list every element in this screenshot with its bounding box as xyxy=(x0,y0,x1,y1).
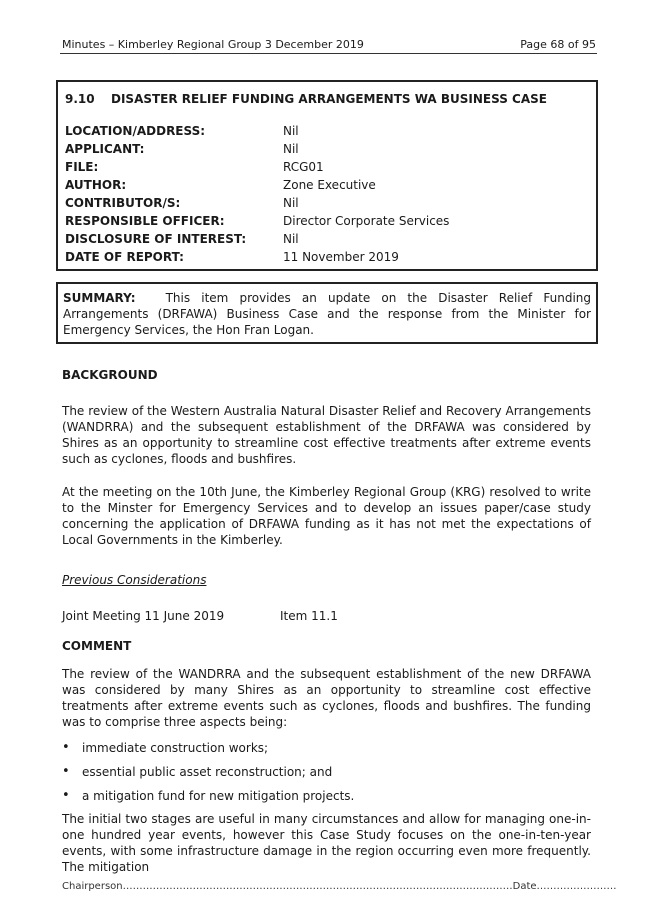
item-details-box xyxy=(56,80,598,271)
field-date-of-report xyxy=(65,250,585,267)
header-title: Minutes – Kimberley Regional Group 3 December 2019 xyxy=(62,38,364,51)
field-label: CONTRIBUTOR/S: xyxy=(65,196,181,210)
page-number: Page 68 of 95 xyxy=(520,38,596,51)
date-dots: …………………… xyxy=(536,881,617,892)
list-item-text: essential public asset reconstruction; and xyxy=(82,765,333,779)
chairperson-label: Chairperson xyxy=(62,881,123,892)
field-label: DATE OF REPORT: xyxy=(65,250,184,264)
field-label: DISCLOSURE OF INTEREST: xyxy=(65,232,247,246)
field-value: Nil xyxy=(283,142,299,156)
field-value: Nil xyxy=(283,196,299,210)
field-file xyxy=(65,160,585,177)
field-value: RCG01 xyxy=(283,160,324,174)
comment-paragraph-2: The initial two stages are useful in many circumstances and allow for managing one-in-one hundred year events, however this Case Study focuses on the one-in-ten-year events, with some infrastructure damage in the region occurring even more frequently. The mitigation xyxy=(62,812,591,874)
field-location xyxy=(65,124,585,141)
field-author xyxy=(65,178,585,195)
bullet-icon: • xyxy=(62,788,70,803)
background-paragraph-2: At the meeting on the 10th June, the Kimberley Regional Group (KRG) resolved to write to the Minster for Emergency Services and to develop an issues paper/case study concerning the application of DRFAWA funding as it has not met the expectations of Local Governments in the Kimberley. xyxy=(62,485,591,547)
field-label: AUTHOR: xyxy=(65,178,127,192)
comment-paragraph-1: The review of the WANDRRA and the subsequent establishment of the new DRFAWA was considered by many Shires as an opportunity to streamline cost effective treatments after extreme events such as cyclones, floods and bushfires. The funding was to comprise three aspects being: xyxy=(62,667,591,729)
bullet-icon: • xyxy=(62,740,70,755)
previous-meeting-row xyxy=(62,609,338,623)
field-contributors xyxy=(65,196,585,213)
field-value: Nil xyxy=(283,124,299,138)
background-heading: BACKGROUND xyxy=(62,368,158,382)
signature-dots: ……………………………………………………………………………………………………… xyxy=(122,881,513,892)
summary-text: This item provides an update on the Disaster Relief Funding Arrangements (DRFAWA) Business Case and the response from the Minister for Emergency Services, the Hon Fran Logan. xyxy=(63,291,591,337)
list-item-text: immediate construction works; xyxy=(82,741,269,755)
comment-heading: COMMENT xyxy=(62,639,132,653)
field-label: APPLICANT: xyxy=(65,142,145,156)
header-rule xyxy=(60,53,597,54)
meeting-date: Joint Meeting 11 June 2019 xyxy=(62,609,225,623)
field-label: LOCATION/ADDRESS: xyxy=(65,124,206,138)
field-responsible-officer xyxy=(65,214,585,231)
meeting-item: Item 11.1 xyxy=(280,609,338,623)
summary-text-block xyxy=(63,290,591,338)
item-title: DISASTER RELIEF FUNDING ARRANGEMENTS WA BUSINESS CASE xyxy=(111,92,547,106)
list-item-text: a mitigation fund for new mitigation projects. xyxy=(82,789,355,803)
previous-considerations-heading: Previous Considerations xyxy=(62,573,207,587)
summary-box xyxy=(56,282,598,344)
field-label: RESPONSIBLE OFFICER: xyxy=(65,214,225,228)
field-disclosure xyxy=(65,232,585,249)
field-value: Director Corporate Services xyxy=(283,214,450,228)
item-number: 9.10 xyxy=(65,92,95,106)
bullet-icon: • xyxy=(62,764,70,779)
field-label: FILE: xyxy=(65,160,99,174)
field-value: 11 November 2019 xyxy=(283,250,399,264)
signature-footer xyxy=(62,881,617,892)
item-heading xyxy=(65,92,547,106)
summary-label: SUMMARY: xyxy=(63,291,136,305)
date-label: Date xyxy=(512,881,537,892)
field-value: Nil xyxy=(283,232,299,246)
background-paragraph-1: The review of the Western Australia Natural Disaster Relief and Recovery Arrangements (WANDRRA) and the subsequent establishment of the DRFAWA was considered by Shires as an opportunity to streamline cost effective treatments after extreme events such as cyclones, floods and bushfires. xyxy=(62,404,591,466)
field-value: Zone Executive xyxy=(283,178,376,192)
field-applicant xyxy=(65,142,585,159)
